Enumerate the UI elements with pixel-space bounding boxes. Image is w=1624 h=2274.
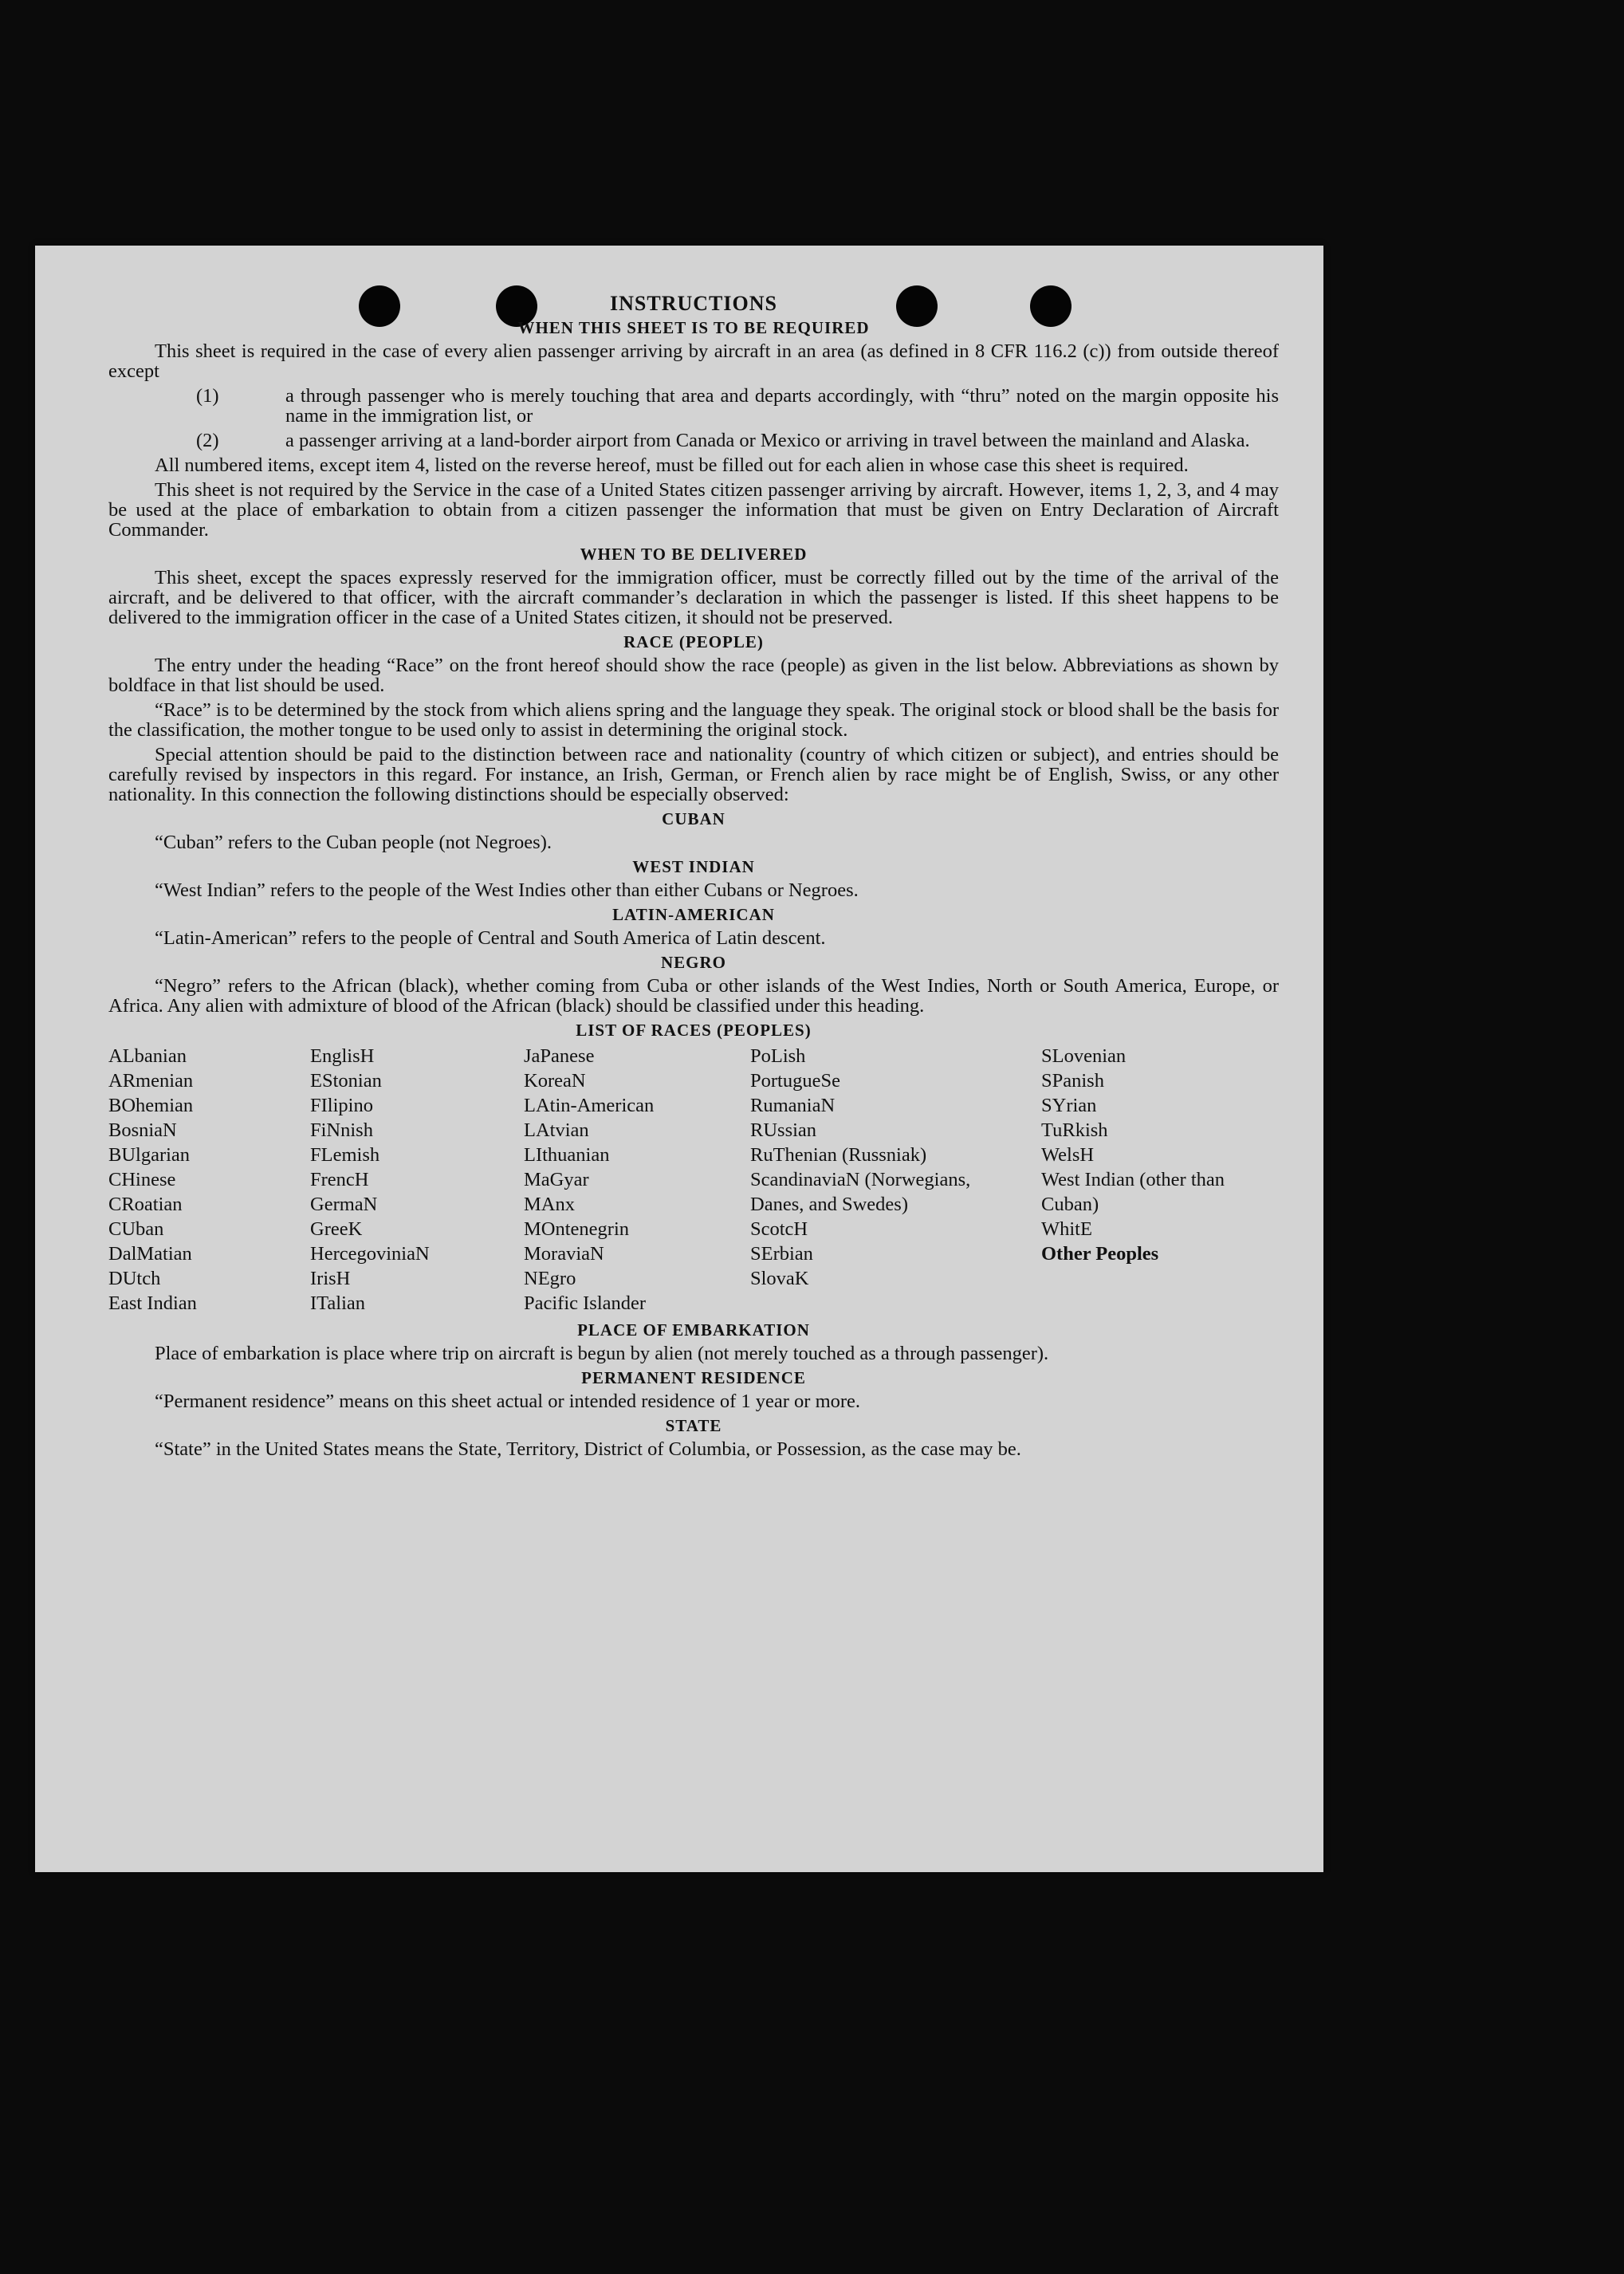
race-item: FIlipino: [310, 1095, 373, 1116]
race-item: SYrian: [1041, 1095, 1097, 1116]
race-item: WelsH: [1041, 1144, 1095, 1166]
race-item: GermaN: [310, 1194, 378, 1215]
race-item: SLovenian: [1041, 1045, 1127, 1067]
heading-permanent-residence: PERMANENT RESIDENCE: [581, 1368, 806, 1387]
race-item: EStonian: [310, 1070, 382, 1092]
heading-race: RACE (PEOPLE): [623, 632, 764, 651]
race-item: FrencH: [310, 1169, 369, 1190]
paragraph: “Race” is to be determined by the stock from which aliens spring and the language they speak. The original stock or blood shall be the basis for the classification, the mother tongue to be used only to assist in determining the original stock.: [108, 699, 1279, 741]
race-item: FiNnish: [310, 1119, 373, 1141]
race-item: MaGyar: [524, 1169, 589, 1190]
race-item: ScotcH: [750, 1218, 808, 1240]
race-item: ScandinaviaN (Norwegians, Danes, and Swedes): [750, 1169, 971, 1215]
paragraph: “Permanent residence” means on this sheet actual or intended residence of 1 year or more.: [155, 1391, 861, 1412]
race-item: East Indian: [108, 1292, 197, 1314]
race-item: PoLish: [750, 1045, 806, 1067]
paragraph: “Latin-American” refers to the people of Central and South America of Latin descent.: [155, 927, 826, 949]
races-column: [310, 1044, 524, 1316]
race-item: BOhemian: [108, 1095, 194, 1116]
races-column: [1041, 1044, 1279, 1316]
race-item: Pacific Islander: [524, 1292, 647, 1314]
heading-when-required: WHEN THIS SHEET IS TO BE REQUIRED: [517, 318, 870, 337]
heading-cuban: CUBAN: [662, 809, 725, 828]
race-item: CHinese: [108, 1169, 176, 1190]
race-item: BosniaN: [108, 1119, 177, 1141]
heading-negro: NEGRO: [660, 953, 726, 972]
paragraph: “Negro” refers to the African (black), whether coming from Cuba or other islands of the West Indies, North or South America, Europe, or Africa. Any alien with admixture of blood of the African (black) should be classified under this heading.: [108, 975, 1279, 1017]
race-item: MOntenegrin: [524, 1218, 629, 1240]
paragraph: The entry under the heading “Race” on the front hereof should show the race (people) as given in the list below. Abbreviations as shown by boldface in that list should be used.: [108, 655, 1279, 696]
race-item: SlovaK: [750, 1268, 809, 1289]
document-title: INSTRUCTIONS: [610, 292, 777, 315]
heading-state: STATE: [665, 1416, 722, 1435]
item-number: (2): [196, 430, 219, 451]
race-item: LAtvian: [524, 1119, 589, 1141]
race-item: JaPanese: [524, 1045, 595, 1067]
race-item: DalMatian: [108, 1243, 192, 1265]
race-item: Other Peoples: [1041, 1243, 1159, 1265]
document-body: [108, 293, 1279, 1459]
race-item: TuRkish: [1041, 1119, 1108, 1141]
race-item: MAnx: [524, 1194, 575, 1215]
race-item: RuThenian (Russniak): [750, 1144, 927, 1166]
race-item: RUssian: [750, 1119, 817, 1141]
paragraph: All numbered items, except item 4, listed on the reverse hereof, must be filled out for each alien in whose case this sheet is required.: [155, 454, 1189, 476]
paragraph: “State” in the United States means the State, Territory, District of Columbia, or Possession, as the case may be.: [155, 1438, 1021, 1460]
item-text: a passenger arriving at a land-border airport from Canada or Mexico or arriving in travel between the mainland and Alaska.: [285, 430, 1250, 451]
race-item: MoraviaN: [524, 1243, 604, 1265]
race-item: LAtin-American: [524, 1095, 655, 1116]
race-item: HercegoviniaN: [310, 1243, 430, 1265]
item-number: (1): [196, 385, 219, 407]
race-item: FLemish: [310, 1144, 380, 1166]
race-item: CUban: [108, 1218, 164, 1240]
race-item: PortugueSe: [750, 1070, 840, 1092]
race-item: ALbanian: [108, 1045, 187, 1067]
heading-west-indian: WEST INDIAN: [632, 857, 755, 876]
race-item: IrisH: [310, 1268, 351, 1289]
race-item: ARmenian: [108, 1070, 194, 1092]
numbered-item: [108, 386, 1279, 426]
race-item: DUtch: [108, 1268, 161, 1289]
race-item: West Indian (other than Cuban): [1041, 1169, 1225, 1215]
race-item: GreeK: [310, 1218, 363, 1240]
race-item: EnglisH: [310, 1045, 375, 1067]
paragraph: Special attention should be paid to the distinction between race and nationality (country of which citizen or subject), and entries should be carefully revised by inspectors in this regard. For instance, an Irish, German, or French alien by race might be of English, Swiss, or any other nationality. In this connection the following distinctions should be especially observed:: [108, 744, 1279, 805]
paragraph: This sheet is required in the case of every alien passenger arriving by aircraft in an area (as defined in 8 CFR 116.2 (c)) from outside thereof except: [108, 340, 1279, 382]
races-column: [524, 1044, 750, 1316]
race-item: NEgro: [524, 1268, 576, 1289]
instruction-sheet: [35, 246, 1323, 1872]
paragraph: Place of embarkation is place where trip on aircraft is begun by alien (not merely touched as a through passenger).: [155, 1343, 1049, 1364]
race-item: WhitE: [1041, 1218, 1092, 1240]
races-column: [750, 1044, 1041, 1316]
paragraph: This sheet, except the spaces expressly reserved for the immigration officer, must be correctly filled out by the time of the arrival of the aircraft, and be delivered to that officer, with the aircraft commander’s declaration in which the passenger is listed. If this sheet happens to be delivered to the immigration officer in the case of a United States citizen, it should not be preserved.: [108, 567, 1279, 628]
numbered-item: [108, 431, 1279, 450]
races-list: [108, 1044, 1279, 1316]
paragraph: “Cuban” refers to the Cuban people (not Negroes).: [155, 832, 552, 853]
heading-list-of-races: LIST OF RACES (PEOPLES): [576, 1021, 812, 1040]
heading-when-delivered: WHEN TO BE DELIVERED: [580, 545, 808, 564]
race-item: ITalian: [310, 1292, 366, 1314]
race-item: RumaniaN: [750, 1095, 836, 1116]
item-text: a through passenger who is merely touching that area and departs accordingly, with “thru” noted on the margin opposite his name in the immigration list, or: [285, 385, 1279, 427]
races-column: [108, 1044, 310, 1316]
race-item: CRoatian: [108, 1194, 183, 1215]
paragraph: This sheet is not required by the Service in the case of a United States citizen passenger arriving by aircraft. However, items 1, 2, 3, and 4 may be used at the place of embarkation to obtain from a citizen passenger the information that must be given on Entry Declaration of Aircraft Commander.: [108, 479, 1279, 541]
race-item: KoreaN: [524, 1070, 586, 1092]
race-item: LIthuanian: [524, 1144, 610, 1166]
heading-place-of-embarkation: PLACE OF EMBARKATION: [577, 1320, 810, 1340]
race-item: SPanish: [1041, 1070, 1104, 1092]
heading-latin-american: LATIN-AMERICAN: [612, 905, 775, 924]
race-item: SErbian: [750, 1243, 813, 1265]
paragraph: “West Indian” refers to the people of the West Indies other than either Cubans or Negroes.: [155, 879, 859, 901]
race-item: BUlgarian: [108, 1144, 191, 1166]
